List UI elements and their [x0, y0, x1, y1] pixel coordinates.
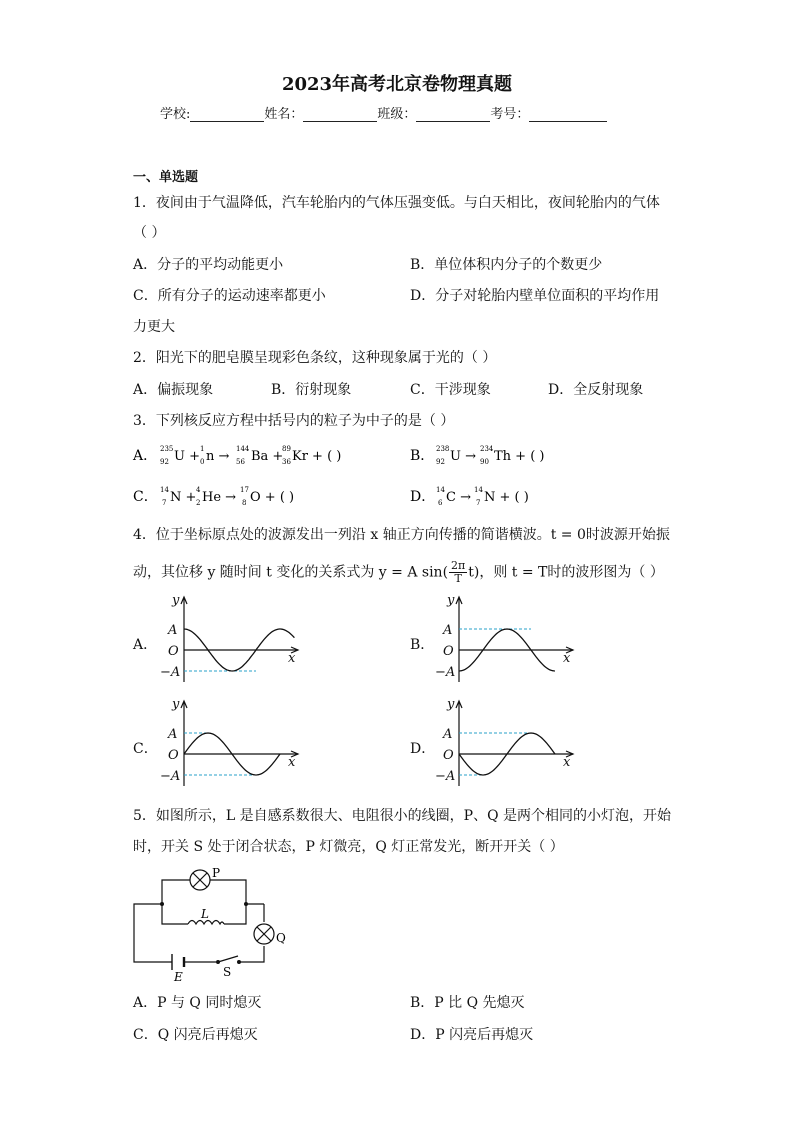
q4-stem-line1: 4．位于坐标原点处的波源发出一列沿 x 轴正方向传播的简谐横波。t = 0时波源开始振	[133, 527, 670, 543]
student-info-line	[160, 103, 607, 122]
exam-no-blank[interactable]	[529, 107, 607, 122]
origin-label: O	[168, 644, 179, 659]
q3-b-th-mass: 234	[480, 445, 494, 453]
q1-stem-line2: （ ）	[133, 225, 166, 241]
x-label: x	[288, 651, 296, 666]
q4-option-d-label[interactable]: D．	[410, 741, 436, 757]
q3-a-u-charge: 92	[160, 458, 169, 466]
q5-stem-line2: 时，开关 S 处于闭合状态，P 灯微亮，Q 灯正常发光，断开开关（ ）	[133, 839, 564, 855]
q3-d-n-mass: 14	[474, 486, 483, 494]
amplitude-label: A	[443, 623, 453, 638]
origin-label: O	[168, 748, 179, 763]
q4-stem-part2: t)，则 t = T时的波形图为（ ）	[468, 564, 664, 581]
label-q: Q	[276, 931, 286, 945]
q1-stem-line1: 1．夜间由于气温降低，汽车轮胎内的气体压强变低。与白天相比，夜间轮胎内的气体	[133, 195, 660, 211]
q1-option-c[interactable]: C．所有分子的运动速率都更小	[133, 288, 326, 304]
q3-b-u-mass: 238	[436, 445, 450, 453]
q3-a-n: n →	[206, 449, 230, 464]
wire-p-right	[210, 880, 246, 904]
q4-frac-den: T	[454, 572, 462, 585]
q5-option-d[interactable]: D．P 闪亮后再熄灭	[410, 1027, 534, 1043]
q4-graph-c[interactable]	[150, 694, 310, 790]
q3-c-o-charge: 8	[242, 499, 247, 507]
neg-amplitude-label: −A	[160, 665, 181, 680]
origin-label: O	[443, 748, 454, 763]
q2-option-d[interactable]: D．全反射现象	[548, 382, 644, 398]
amplitude-label: A	[168, 727, 178, 742]
q1-option-a[interactable]: A．分子的平均动能更小	[133, 257, 284, 273]
q4-graph-d[interactable]	[425, 694, 585, 790]
section-heading: 一、单选题	[133, 170, 199, 185]
x-label: x	[563, 651, 571, 666]
q4-option-c-label[interactable]: C．	[133, 741, 158, 757]
school-blank[interactable]	[190, 107, 264, 122]
school-label: 学校:	[160, 107, 191, 122]
exam-no-label: 考号：	[490, 107, 530, 122]
q3-d-label: D．	[410, 489, 436, 505]
q4-graph-a[interactable]	[150, 590, 310, 686]
q2-option-c[interactable]: C．干涉现象	[410, 382, 491, 398]
q3-a-ba: Ba +	[251, 449, 284, 464]
q1-option-d-cont: 力更大	[133, 319, 175, 335]
q3-a-u: U +	[174, 449, 200, 464]
q3-option-a[interactable]	[132, 445, 341, 466]
q3-d-n-charge: 7	[476, 499, 481, 507]
q3-c-n-charge: 7	[162, 499, 167, 507]
q3-option-c[interactable]	[133, 486, 294, 507]
q4-stem-line2	[133, 560, 664, 585]
y-label: y	[172, 593, 180, 608]
y-label: y	[447, 593, 455, 608]
q3-option-d[interactable]	[410, 486, 529, 507]
wire-bottom-right	[240, 946, 264, 962]
q3-a-u-mass: 235	[160, 445, 174, 453]
q3-b-u-charge: 92	[436, 458, 445, 466]
q3-d-c: C →	[446, 490, 471, 505]
wire-left	[134, 904, 172, 962]
name-label: 姓名：	[264, 107, 304, 122]
q3-b-label: B．	[410, 448, 435, 464]
q3-a-n-charge: 0	[200, 458, 205, 466]
wire-l-left	[162, 904, 188, 924]
q4-stem-part1: 动，其位移 y 随时间 t 变化的关系式为 y = A sin(	[133, 564, 449, 581]
q3-c-n-mass: 14	[160, 486, 169, 494]
q5-circuit-diagram	[128, 864, 298, 984]
q3-c-he-charge: 2	[196, 499, 201, 507]
q3-stem: 3．下列核反应方程中括号内的粒子为中子的是（ ）	[133, 413, 455, 429]
wire-p-left	[162, 880, 190, 904]
y-label: y	[172, 697, 180, 712]
q3-option-b[interactable]	[410, 445, 544, 466]
amplitude-label: A	[168, 623, 178, 638]
q4-graph-b[interactable]	[425, 590, 585, 686]
neg-amplitude-label: −A	[435, 769, 456, 784]
q3-a-label: A．	[133, 448, 158, 464]
q4-frac-num: 2π	[451, 559, 466, 572]
inductor-coil	[188, 921, 224, 925]
q3-d-n: N + ( )	[484, 490, 529, 505]
q5-option-c[interactable]: C．Q 闪亮后再熄灭	[133, 1027, 258, 1043]
q2-stem: 2．阳光下的肥皂膜呈现彩色条纹，这种现象属于光的（ ）	[133, 350, 497, 366]
q3-c-o-mass: 17	[240, 486, 249, 494]
neg-amplitude-label: −A	[160, 769, 181, 784]
page-title: 2023年高考北京卷物理真题	[281, 74, 513, 95]
neg-amplitude-label: −A	[435, 665, 456, 680]
x-label: x	[288, 755, 296, 770]
class-label: 班级：	[377, 107, 417, 122]
q3-a-kr-mass: 89	[282, 445, 291, 453]
class-blank[interactable]	[416, 107, 490, 122]
label-e: E	[174, 970, 183, 984]
amplitude-label: A	[443, 727, 453, 742]
name-blank[interactable]	[303, 107, 377, 122]
junction-right	[244, 902, 248, 906]
q3-c-he-mass: 4	[196, 486, 201, 494]
label-l: L	[201, 907, 209, 921]
q2-option-b[interactable]: B．衍射现象	[271, 382, 352, 398]
q3-a-n-mass: 1	[200, 445, 205, 453]
q5-option-a[interactable]: A．P 与 Q 同时熄灭	[133, 995, 262, 1011]
q3-a-ba-charge: 56	[236, 458, 245, 466]
q1-option-b[interactable]: B．单位体积内分子的个数更少	[410, 257, 603, 273]
q5-stem-line1: 5．如图所示，L 是自感系数很大、电阻很小的线圈，P、Q 是两个相同的小灯泡，开始	[133, 808, 671, 824]
q3-equations	[130, 440, 690, 512]
q1-option-d[interactable]: D．分子对轮胎内壁单位面积的平均作用	[410, 288, 660, 304]
q5-option-b[interactable]: B．P 比 Q 先熄灭	[410, 995, 525, 1011]
q3-d-c-charge: 6	[438, 499, 443, 507]
q3-c-he: He →	[202, 490, 237, 505]
x-label: x	[563, 755, 571, 770]
q2-option-a[interactable]: A．偏振现象	[133, 382, 214, 398]
q3-c-label: C．	[133, 489, 158, 505]
q4-fraction	[449, 560, 467, 585]
q3-a-kr-charge: 36	[282, 458, 291, 466]
junction-left	[160, 902, 164, 906]
q3-a-ba-mass: 144	[236, 445, 250, 453]
y-label: y	[447, 697, 455, 712]
switch-blade	[218, 956, 238, 962]
q4-option-b-label[interactable]: B．	[410, 637, 435, 653]
q3-a-kr: Kr + ( )	[292, 449, 342, 464]
q3-d-c-mass: 14	[436, 486, 445, 494]
q3-c-o: O + ( )	[250, 490, 295, 505]
q3-b-u: U →	[450, 449, 476, 464]
origin-label: O	[443, 644, 454, 659]
q3-b-th-charge: 90	[480, 458, 489, 466]
label-s: S	[223, 965, 232, 979]
q3-b-th: Th + ( )	[494, 449, 545, 464]
label-p: P	[212, 866, 221, 880]
q4-option-a-label[interactable]: A．	[133, 637, 158, 653]
q3-c-n: N +	[170, 490, 197, 505]
wire-l-right	[224, 904, 246, 924]
